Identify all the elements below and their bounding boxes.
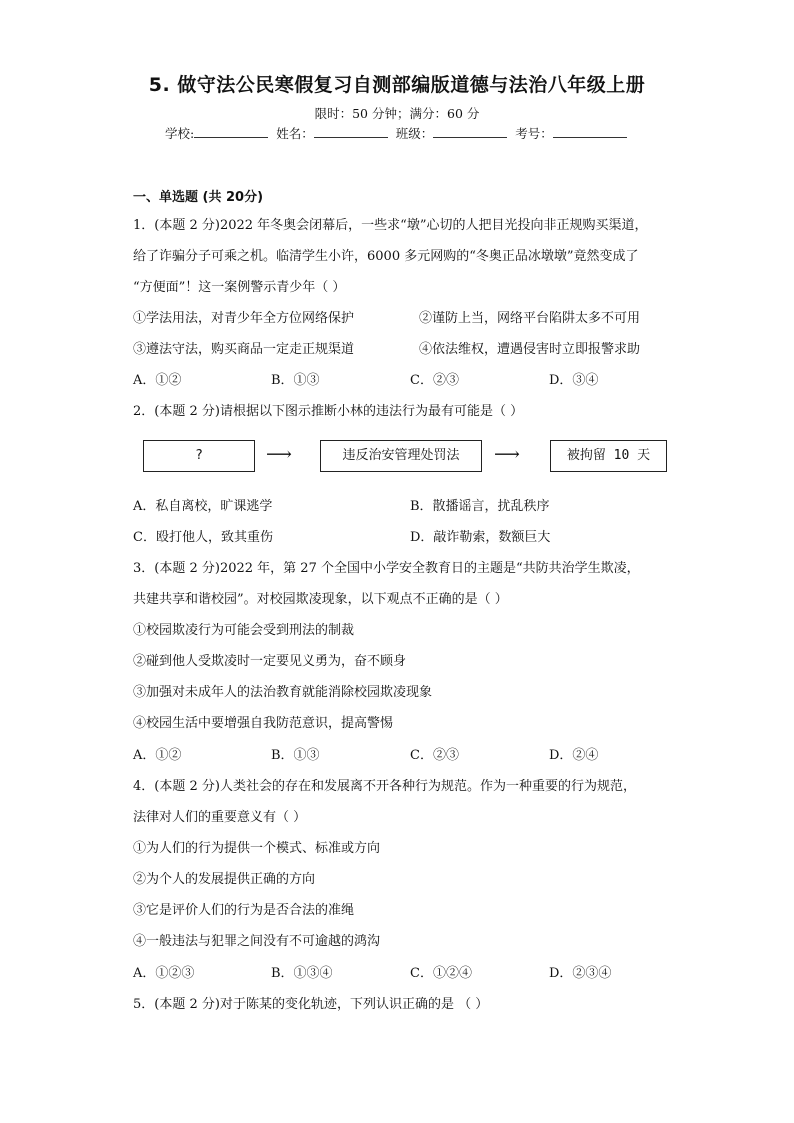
school-blank[interactable]	[194, 125, 268, 138]
section-heading: 一、单选题 (共 20分)	[133, 190, 264, 205]
q4-statement-2: ②为个人的发展提供正确的方向	[133, 872, 316, 887]
q1-statement-2: ②谨防上当，网络平台陷阱太多不可用	[419, 311, 641, 326]
page-title: 5. 做守法公民寒假复习自测部编版道德与法治八年级上册	[148, 74, 646, 96]
q4-stem-line1: 4．(本题 2 分)人类社会的存在和发展离不开各种行为规范。作为一种重要的行为规范，	[133, 779, 636, 794]
q3-statement-3: ③加强对未成年人的法治教育就能消除校园欺凌现象	[133, 685, 433, 700]
exam-number-label: 考号：	[515, 126, 553, 141]
q3-option-d[interactable]: D．②④	[549, 748, 599, 763]
q2-option-a[interactable]: A．私自离校，旷课逃学	[133, 499, 273, 514]
q1-option-b[interactable]: B．①③	[271, 373, 320, 388]
q1-stem-line3: “方便面”！这一案例警示青少年（ ）	[133, 280, 346, 295]
q3-option-b[interactable]: B．①③	[271, 748, 320, 763]
q2-stem-line1: 2．(本题 2 分)请根据以下图示推断小林的违法行为最有可能是（ ）	[133, 404, 524, 419]
q1-stem-line2: 给了诈骗分子可乘之机。临清学生小许，6000 多元网购的“冬奥正品冰墩墩”竟然变成了	[133, 249, 639, 264]
q1-statement-1: ①学法用法，对青少年全方位网络保护	[133, 311, 355, 326]
q2-option-c[interactable]: C．殴打他人，致其重伤	[133, 530, 273, 545]
q4-statement-3: ③它是评价人们的行为是否合法的准绳	[133, 903, 355, 918]
q4-option-a[interactable]: A．①②③	[133, 966, 195, 981]
q4-option-b[interactable]: B．①③④	[271, 966, 333, 981]
q1-option-d[interactable]: D．③④	[549, 373, 599, 388]
q3-statement-1: ①校园欺凌行为可能会受到刑法的制裁	[133, 623, 355, 638]
q2-option-b[interactable]: B．散播谣言，扰乱秩序	[410, 499, 550, 514]
student-info-row	[165, 124, 631, 142]
q1-statement-4: ④依法维权，遭遇侵害时立即报警求助	[419, 342, 641, 357]
q3-statement-4: ④校园生活中要增强自我防范意识，提高警惕	[133, 716, 394, 731]
q4-option-d[interactable]: D．②③④	[549, 966, 612, 981]
q3-stem-line1: 3．(本题 2 分)2022 年，第 27 个全国中小学安全教育日的主题是“共防共治学生欺凌，	[133, 561, 640, 576]
q1-option-c[interactable]: C．②③	[410, 373, 459, 388]
flow-arrow-2: ⟶	[494, 444, 520, 465]
flow-box-penalty: 被拘留 10 天	[550, 440, 667, 472]
q1-stem-line1: 1．(本题 2 分)2022 年冬奥会闭幕后，一些求“墩”心切的人把目光投向非正规购买渠道，	[133, 218, 648, 233]
q2-option-d[interactable]: D．敲诈勒索，数额巨大	[410, 530, 551, 545]
q5-stem-line1: 5．(本题 2 分)对于陈某的变化轨迹，下列认识正确的是 （ ）	[133, 997, 489, 1012]
class-label: 班级：	[395, 126, 434, 141]
q1-option-a[interactable]: A．①②	[133, 373, 182, 388]
q2-flow-diagram	[0, 432, 794, 480]
flow-box-violation: 违反治安管理处罚法	[320, 440, 482, 472]
q1-statement-3: ③遵法守法，购买商品一定走正规渠道	[133, 342, 355, 357]
q4-option-c[interactable]: C．①②④	[410, 966, 472, 981]
q3-stem-line2: 共建共享和谐校园”。对校园欺凌现象，以下观点不正确的是（ ）	[133, 592, 508, 607]
school-label: 学校:	[165, 126, 195, 141]
name-blank[interactable]	[314, 125, 388, 138]
q4-statement-4: ④一般违法与犯罪之间没有不可逾越的鸿沟	[133, 934, 381, 949]
name-label: 姓名：	[276, 126, 314, 141]
q4-statement-1: ①为人们的行为提供一个模式、标准或方向	[133, 841, 381, 856]
flow-box-unknown: ?	[143, 440, 255, 472]
class-blank[interactable]	[433, 125, 507, 138]
time-score-info: 限时：50 分钟；满分：60 分	[314, 106, 480, 121]
q3-option-a[interactable]: A．①②	[133, 748, 182, 763]
flow-arrow-1: ⟶	[266, 444, 292, 465]
exam-number-blank[interactable]	[553, 125, 627, 138]
q4-stem-line2: 法律对人们的重要意义有（ ）	[133, 810, 307, 825]
q3-statement-2: ②碰到他人受欺凌时一定要见义勇为，奋不顾身	[133, 654, 407, 669]
q3-option-c[interactable]: C．②③	[410, 748, 459, 763]
